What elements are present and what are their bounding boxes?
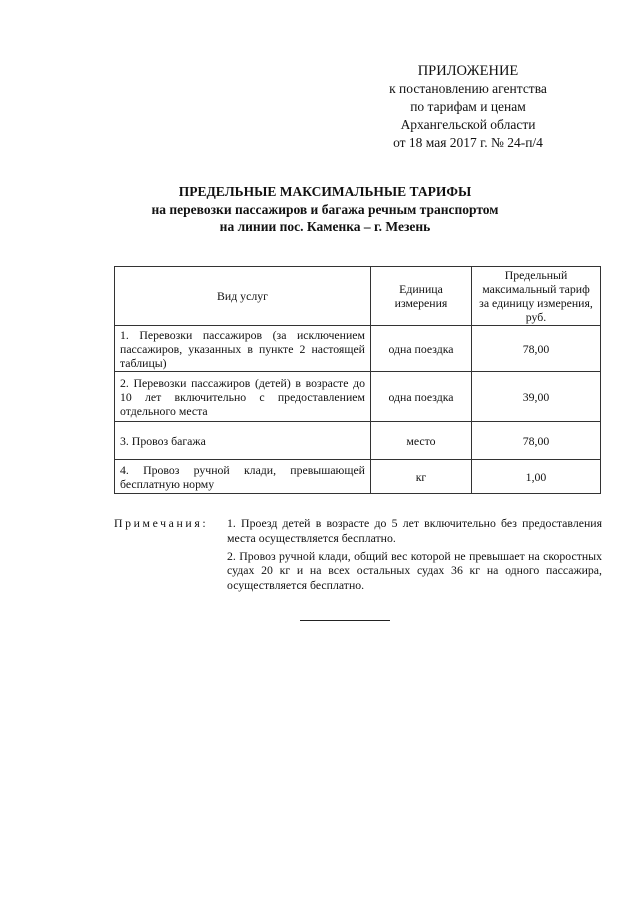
row-tariff: 1,00 [472, 460, 601, 494]
header-unit: Единица измерения [371, 267, 472, 326]
note-item: 2. Провоз ручной клади, общий вес которой не превышает на скоростных судах 20 кг и на всех остальных судах 36 кг на одного пассажира, осуществляется бесплатно. [227, 548, 602, 593]
note-item: 1. Проезд детей в возрасте до 5 лет включительно без предоставления места осуществляется бесплатно. [227, 516, 602, 545]
appendix-line: по тарифам и ценам [410, 99, 526, 114]
row-service: 1. Перевозки пассажиров (за исключением пассажиров, указанных в пункте 2 настоящей таблицы) [115, 326, 371, 372]
document-title [60, 183, 590, 236]
header-tariff: Предельный максимальный тариф за единицу измерения, руб. [472, 267, 601, 326]
appendix-line: от 18 мая 2017 г. № 24-п/4 [393, 135, 543, 150]
row-tariff: 78,00 [472, 422, 601, 460]
table-row [115, 422, 601, 460]
row-service: 3. Провоз багажа [115, 422, 371, 460]
header-service: Вид услуг [115, 267, 371, 326]
notes-label: Примечания: [114, 516, 209, 530]
tariff-table [114, 266, 601, 494]
appendix-line: к постановлению агентства [389, 81, 547, 96]
title-line-1: ПРЕДЕЛЬНЫЕ МАКСИМАЛЬНЫЕ ТАРИФЫ [178, 184, 472, 199]
row-tariff: 39,00 [472, 372, 601, 422]
appendix-line: Архангельской области [400, 117, 536, 132]
closing-rule [300, 620, 390, 621]
row-service: 4. Провоз ручной клади, превышающей бесплатную норму [115, 460, 371, 494]
table-row [115, 372, 601, 422]
row-tariff: 78,00 [472, 326, 601, 372]
row-unit: одна поездка [371, 372, 472, 422]
row-unit: кг [371, 460, 472, 494]
row-unit: место [371, 422, 472, 460]
table-row [115, 326, 601, 372]
row-service: 2. Перевозки пассажиров (детей) в возрасте до 10 лет включительно с предоставлением отдельного места [115, 372, 371, 422]
title-line-3: на линии пос. Каменка – г. Мезень [219, 219, 431, 234]
appendix-block [368, 62, 568, 152]
appendix-heading: ПРИЛОЖЕНИЕ [417, 63, 519, 79]
title-line-2: на перевозки пассажиров и багажа речным транспортом [151, 201, 499, 217]
table-header-row [115, 267, 601, 326]
table-row [115, 460, 601, 494]
notes-body [227, 516, 602, 596]
row-unit: одна поездка [371, 326, 472, 372]
